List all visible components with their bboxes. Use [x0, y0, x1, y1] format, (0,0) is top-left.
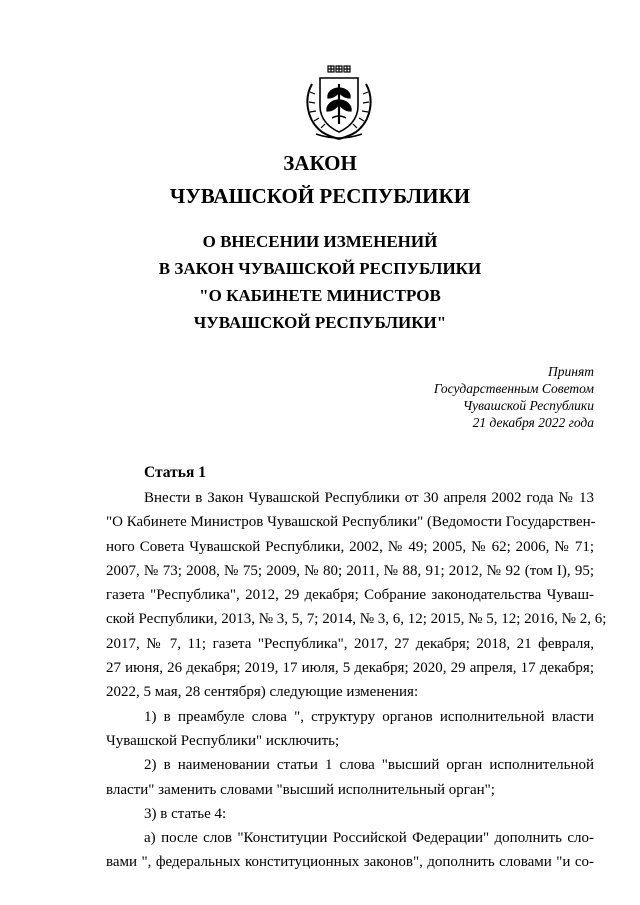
body-line: вами ", федеральных конституционных законов", дополнить словами "и со-	[106, 854, 594, 871]
adoption-note	[380, 363, 594, 431]
body-line: Внести в Закон Чувашской Республики от 30 апреля 2002 года № 13	[144, 490, 594, 506]
law-republic-title: ЧУВАШСКОЙ РЕСПУБЛИКИ	[169, 184, 471, 208]
article-heading: Статья 1	[144, 464, 206, 481]
chuvash-emblem-icon	[302, 62, 376, 142]
adoption-date: 21 декабря 2022 года	[472, 415, 594, 430]
subtitle-line: О ВНЕСЕНИИ ИЗМЕНЕНИЙ	[202, 232, 438, 251]
body-line: власти" заменить словами "высший исполнительный орган";	[106, 781, 495, 798]
law-title: ЗАКОН	[283, 151, 357, 175]
law-subtitle	[0, 228, 640, 336]
body-line: 2022, 5 мая, 28 сентября) следующие изменения:	[106, 684, 419, 701]
adoption-line: Чувашской Республики	[462, 398, 594, 413]
body-line: 3) в статье 4:	[144, 805, 227, 822]
subtitle-line: В ЗАКОН ЧУВАШСКОЙ РЕСПУБЛИКИ	[158, 259, 482, 278]
body-line: а) после слов "Конституции Российской Федерации" дополнить сло-	[144, 830, 594, 847]
adoption-line: Государственным Советом	[433, 381, 594, 396]
body-line: Чувашской Республики" исключить;	[106, 732, 340, 749]
subtitle-line: ЧУВАШСКОЙ РЕСПУБЛИКИ"	[193, 313, 447, 332]
body-line: 2007, № 73; 2008, № 75; 2009, № 80; 2011, № 88, 91; 2012, № 92 (том I), 95;	[106, 562, 594, 579]
adoption-line: Принят	[548, 364, 594, 379]
body-line: "О Кабинете Министров Чувашской Республики" (Ведомости Государствен-	[106, 514, 596, 531]
body-line: 1) в преамбуле слова ", структуру органов исполнительной власти	[144, 708, 594, 725]
body-line: 27 июня, 26 декабря; 2019, 17 июля, 5 декабря; 2020, 29 апреля, 17 декабря;	[106, 660, 594, 677]
body-line: ного Совета Чувашской Республики, 2002, № 49; 2005, № 62; 2006, № 71;	[106, 538, 594, 555]
article-body	[106, 486, 607, 875]
subtitle-line: "О КАБИНЕТЕ МИНИСТРОВ	[199, 286, 441, 305]
body-line: газета "Республика", 2012, 29 декабря; Собрание законодательства Чуваш-	[106, 587, 594, 604]
body-line: 2017, № 7, 11; газета "Республика", 2017, 27 декабря; 2018, 21 февраля,	[106, 635, 594, 652]
body-line: 2) в наименовании статьи 1 слова "высший орган исполнительной	[144, 757, 594, 774]
body-line: ской Республики, 2013, № 3, 5, 7; 2014, № 3, 6, 12; 2015, № 5, 12; 2016, № 2, 6;	[106, 611, 607, 628]
